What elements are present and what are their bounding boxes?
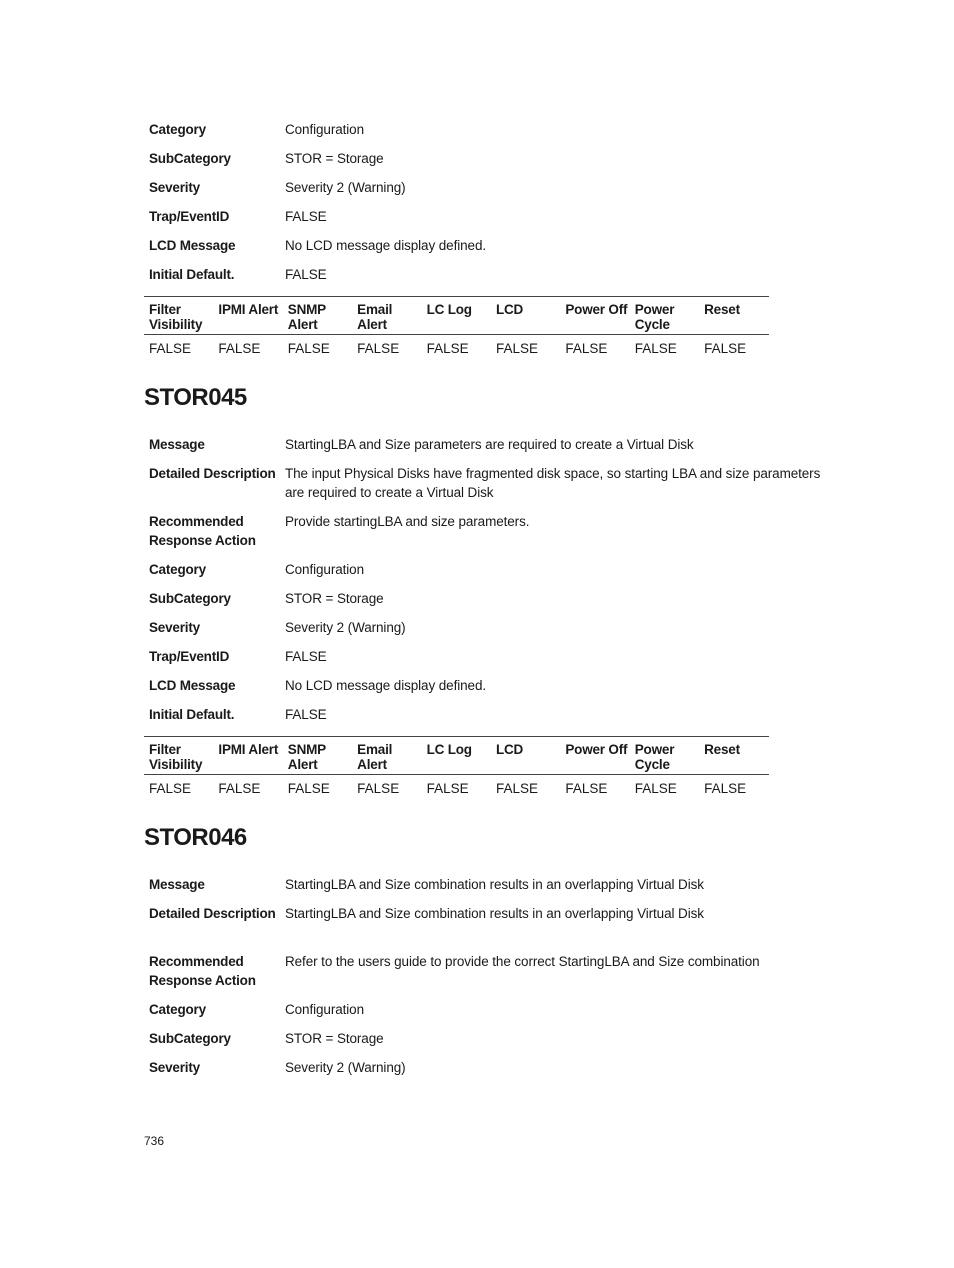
detail-key: Severity — [149, 620, 200, 635]
detail-key: SubCategory — [149, 151, 231, 166]
detail-value: STOR = Storage — [285, 151, 384, 166]
filter-header: SNMP Alert — [287, 742, 326, 772]
filter-value: FALSE — [565, 341, 608, 356]
detail-row-message — [149, 875, 839, 904]
filter-header-row — [144, 296, 769, 335]
detail-key: Recommended Response Action — [149, 954, 256, 988]
detail-row-lcd — [149, 676, 839, 705]
section-title-stor045: STOR045 — [144, 384, 247, 411]
filter-value: FALSE — [426, 341, 469, 356]
detail-key: SubCategory — [149, 1031, 231, 1046]
filter-header-row — [144, 736, 769, 775]
detail-row-lcd — [149, 236, 839, 265]
detail-row-category — [149, 1000, 839, 1029]
detail-row-trap — [149, 207, 839, 236]
filter-header: IPMI Alert — [218, 742, 279, 757]
detail-key: Severity — [149, 1060, 200, 1075]
detail-key: Severity — [149, 180, 200, 195]
filter-header: LCD — [495, 302, 524, 317]
detail-row-severity — [149, 618, 839, 647]
detail-value: STOR = Storage — [285, 591, 384, 606]
filter-value: FALSE — [634, 781, 677, 796]
detail-key: Detailed Description — [149, 466, 276, 481]
detail-value: STOR = Storage — [285, 1031, 384, 1046]
filter-header: Reset — [704, 302, 740, 317]
detail-key: Category — [149, 122, 206, 137]
detail-row-recommended-action — [149, 952, 839, 1000]
detail-key: Detailed Description — [149, 906, 276, 921]
filter-value: FALSE — [495, 341, 538, 356]
filter-value: FALSE — [495, 781, 538, 796]
filter-header: LC Log — [426, 302, 472, 317]
detail-key: Message — [149, 877, 205, 892]
detail-value: StartingLBA and Size parameters are required to create a Virtual Disk — [285, 437, 694, 452]
filter-value: FALSE — [357, 781, 400, 796]
detail-value: Configuration — [285, 1002, 365, 1017]
detail-value: Severity 2 (Warning) — [285, 1060, 406, 1075]
event-details-stor046 — [149, 875, 839, 1087]
filter-value-row — [144, 775, 769, 797]
detail-value: FALSE — [285, 707, 327, 722]
detail-key: Trap/EventID — [149, 209, 230, 224]
filter-value: FALSE — [218, 781, 261, 796]
detail-key: LCD Message — [149, 238, 236, 253]
filter-value: FALSE — [357, 341, 400, 356]
detail-row-detailed-description — [149, 464, 839, 512]
filter-value: FALSE — [426, 781, 469, 796]
filter-value: FALSE — [218, 341, 261, 356]
filter-header: Filter Visibility — [149, 302, 203, 332]
filter-header: SNMP Alert — [287, 302, 326, 332]
detail-value: Severity 2 (Warning) — [285, 620, 406, 635]
detail-value: FALSE — [285, 267, 327, 282]
page-number: 736 — [144, 1134, 165, 1148]
detail-row-severity — [149, 1058, 839, 1087]
event-details-stor045 — [149, 435, 839, 734]
filter-value-row — [144, 335, 769, 357]
filter-value: FALSE — [704, 341, 747, 356]
filter-header: Email Alert — [357, 742, 393, 772]
detail-value: Severity 2 (Warning) — [285, 180, 406, 195]
filter-value: FALSE — [287, 341, 330, 356]
detail-row-subcategory — [149, 589, 839, 618]
detail-row-subcategory — [149, 149, 839, 178]
filter-value: FALSE — [149, 781, 192, 796]
filter-value: FALSE — [565, 781, 608, 796]
detail-value: FALSE — [285, 649, 327, 664]
detail-row-initial-default — [149, 705, 839, 734]
detail-key: Initial Default. — [149, 707, 235, 722]
section-title-stor046: STOR046 — [144, 824, 247, 851]
filter-header: Email Alert — [357, 302, 393, 332]
detail-row-trap — [149, 647, 839, 676]
detail-value: Provide startingLBA and size parameters. — [285, 514, 530, 529]
detail-row-recommended-action — [149, 512, 839, 560]
detail-value: Refer to the users guide to provide the correct StartingLBA and Size combination — [285, 954, 760, 969]
detail-value: StartingLBA and Size combination results in an overlapping Virtual Disk — [285, 906, 704, 921]
detail-key: Message — [149, 437, 205, 452]
detail-row-subcategory — [149, 1029, 839, 1058]
detail-row-detailed-description — [149, 904, 839, 952]
detail-key: Trap/EventID — [149, 649, 230, 664]
detail-row-category — [149, 120, 839, 149]
detail-key: Category — [149, 1002, 206, 1017]
filter-header: Power Cycle — [634, 742, 675, 772]
detail-row-initial-default — [149, 265, 839, 294]
filter-header: LCD — [495, 742, 524, 757]
filter-header: LC Log — [426, 742, 472, 757]
filter-header: Filter Visibility — [149, 742, 203, 772]
filter-value: FALSE — [287, 781, 330, 796]
event-details-continued — [149, 120, 839, 294]
detail-key: Recommended Response Action — [149, 514, 256, 548]
detail-value: The input Physical Disks have fragmented disk space, so starting LBA and size parameters are required to create a Virtual Disk — [285, 466, 821, 500]
detail-key: SubCategory — [149, 591, 231, 606]
detail-value: No LCD message display defined. — [285, 238, 487, 253]
detail-value: No LCD message display defined. — [285, 678, 487, 693]
detail-value: Configuration — [285, 562, 365, 577]
filter-value: FALSE — [704, 781, 747, 796]
detail-value: StartingLBA and Size combination results in an overlapping Virtual Disk — [285, 877, 704, 892]
detail-row-severity — [149, 178, 839, 207]
detail-value: FALSE — [285, 209, 327, 224]
filter-value: FALSE — [634, 341, 677, 356]
filter-header: Power Off — [565, 742, 628, 757]
filter-value: FALSE — [149, 341, 192, 356]
detail-row-category — [149, 560, 839, 589]
filter-header: Power Cycle — [634, 302, 675, 332]
detail-key: LCD Message — [149, 678, 236, 693]
filter-header: Reset — [704, 742, 740, 757]
detail-value: Configuration — [285, 122, 365, 137]
detail-key: Initial Default. — [149, 267, 235, 282]
filter-table — [144, 736, 769, 797]
filter-header: Power Off — [565, 302, 628, 317]
filter-header: IPMI Alert — [218, 302, 279, 317]
detail-row-message — [149, 435, 839, 464]
filter-table — [144, 296, 769, 357]
detail-key: Category — [149, 562, 206, 577]
